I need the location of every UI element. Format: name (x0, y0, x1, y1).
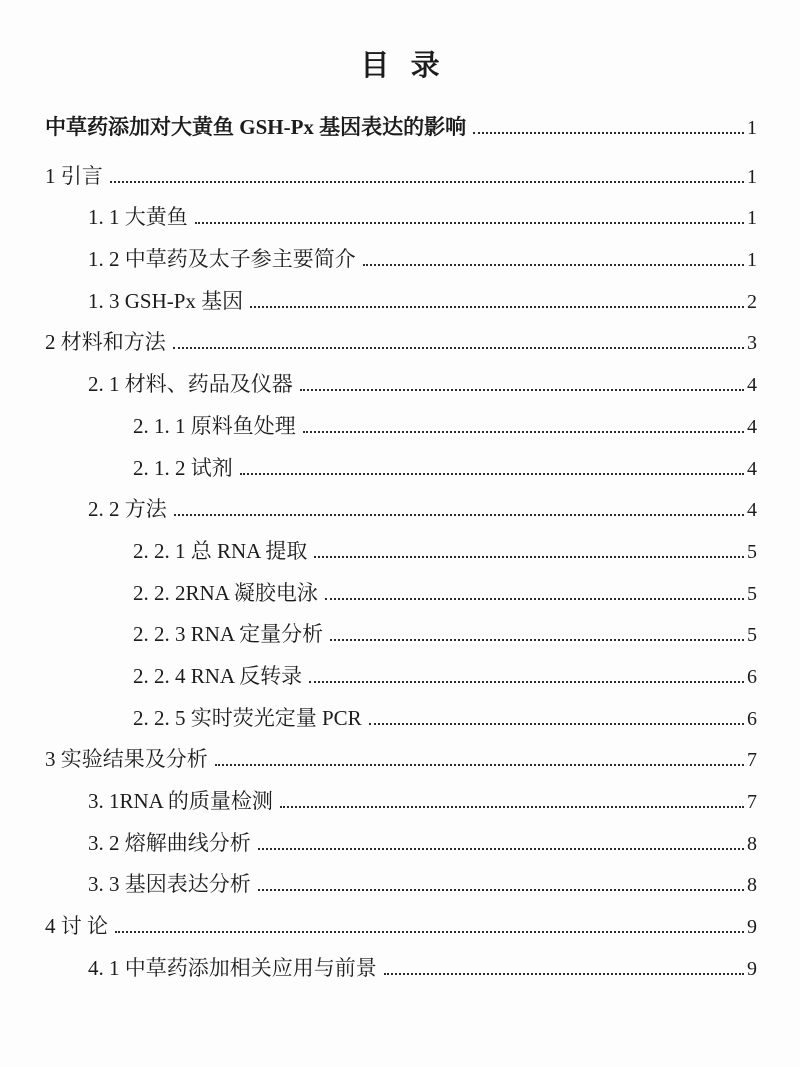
toc-entry-label: 4. 1 中草药添加相关应用与前景 (88, 955, 377, 980)
toc-entry (45, 239, 757, 281)
toc-entry-page: 7 (747, 791, 757, 813)
toc-entry (45, 322, 757, 364)
toc-entry (45, 156, 757, 198)
toc-entry (45, 573, 757, 615)
dot-leader (173, 347, 744, 349)
toc-entry-label: 2. 2. 3 RNA 定量分析 (133, 622, 324, 647)
dot-leader (110, 181, 744, 183)
toc-entry-label: 3 实验结果及分析 (45, 747, 208, 772)
toc-entry-page: 6 (747, 707, 757, 730)
toc-entry-label: 2. 1. 2 试剂 (133, 455, 233, 480)
toc-entry (45, 531, 757, 573)
toc-entry-label: 2 材料和方法 (45, 330, 166, 355)
toc-entry-label: 4 讨 论 (45, 914, 108, 939)
toc-entry-page: 2 (747, 290, 757, 313)
toc-entry-label: 2. 2. 5 实时荧光定量 PCR (133, 705, 362, 730)
toc-entry-page: 5 (747, 540, 757, 563)
dot-leader (330, 639, 744, 641)
toc-entry (45, 739, 757, 781)
dot-leader (250, 306, 744, 308)
toc-entry (45, 614, 757, 656)
toc-entry-page: 8 (747, 832, 757, 855)
page-title: 目 录 (360, 50, 447, 82)
dot-leader (195, 222, 744, 224)
toc-entry-label: 3. 1RNA 的质量检测 (88, 789, 273, 813)
toc-entry-page: 1 (747, 165, 757, 188)
toc-entry-label: 1. 1 大黄鱼 (88, 205, 188, 230)
toc-entry-label: 1. 3 GSH-Px 基因 (88, 288, 244, 313)
toc-entry-label: 1 引言 (45, 163, 103, 188)
toc-entry (45, 197, 757, 239)
toc-entry-page: 1 (747, 249, 757, 272)
dot-leader (314, 556, 744, 558)
toc-entry-page: 5 (747, 624, 757, 647)
toc-entry (45, 489, 757, 531)
toc-entry (45, 364, 757, 406)
toc-entry-label: 2. 2. 2RNA 凝胶电泳 (133, 580, 318, 605)
toc-list (45, 107, 757, 989)
toc-entry-label: 2. 2 方法 (88, 497, 167, 522)
toc-entry-label: 中草药添加对大黄鱼 GSH-Px 基因表达的影响 (45, 115, 467, 139)
dot-leader (115, 931, 744, 933)
toc-entry (45, 906, 757, 948)
dot-leader (258, 889, 744, 891)
toc-entry (45, 406, 757, 448)
dot-leader (303, 431, 744, 433)
dot-leader (384, 973, 744, 975)
toc-entry (45, 781, 757, 823)
toc-entry-page: 4 (747, 499, 757, 522)
dot-leader (240, 473, 744, 475)
dot-leader (325, 598, 744, 600)
toc-entry-label: 2. 2. 4 RNA 反转录 (133, 663, 303, 688)
toc-entry-page: 4 (747, 415, 757, 438)
dot-leader (280, 806, 744, 808)
toc-entry (45, 698, 757, 740)
toc-entry-page: 1 (747, 117, 757, 139)
dot-leader (174, 514, 744, 516)
dot-leader (369, 723, 744, 725)
dot-leader (215, 764, 744, 766)
toc-entry-label: 3. 2 熔解曲线分析 (88, 830, 251, 855)
toc-entry-label: 1. 2 中草药及太子参主要简介 (88, 247, 356, 272)
toc-entry (45, 656, 757, 698)
toc-entry (45, 864, 757, 906)
toc-entry-label: 2. 1. 1 原料鱼处理 (133, 413, 296, 438)
toc-entry-label: 3. 3 基因表达分析 (88, 872, 251, 897)
toc-entry-page: 1 (747, 207, 757, 230)
toc-entry-page: 9 (747, 957, 757, 980)
dot-leader (363, 264, 744, 266)
toc-entry-page: 9 (747, 916, 757, 939)
toc-entry (45, 281, 757, 323)
toc-entry-page: 4 (747, 457, 757, 480)
toc-entry-page: 7 (747, 749, 757, 772)
toc-entry-page: 5 (747, 582, 757, 605)
toc-entry-label: 2. 1 材料、药品及仪器 (88, 372, 293, 397)
toc-entry-label: 2. 2. 1 总 RNA 提取 (133, 538, 308, 563)
toc-entry-page: 3 (747, 332, 757, 355)
toc-entry-page: 4 (747, 374, 757, 397)
dot-leader (258, 848, 744, 850)
toc-entry (45, 823, 757, 865)
dot-leader (309, 681, 744, 683)
toc-entry-page: 8 (747, 874, 757, 897)
toc-entry (45, 448, 757, 490)
toc-entry (45, 948, 757, 990)
toc-entry (45, 107, 757, 149)
dot-leader (300, 389, 744, 391)
dot-leader (473, 132, 744, 134)
toc-entry-page: 6 (747, 665, 757, 688)
